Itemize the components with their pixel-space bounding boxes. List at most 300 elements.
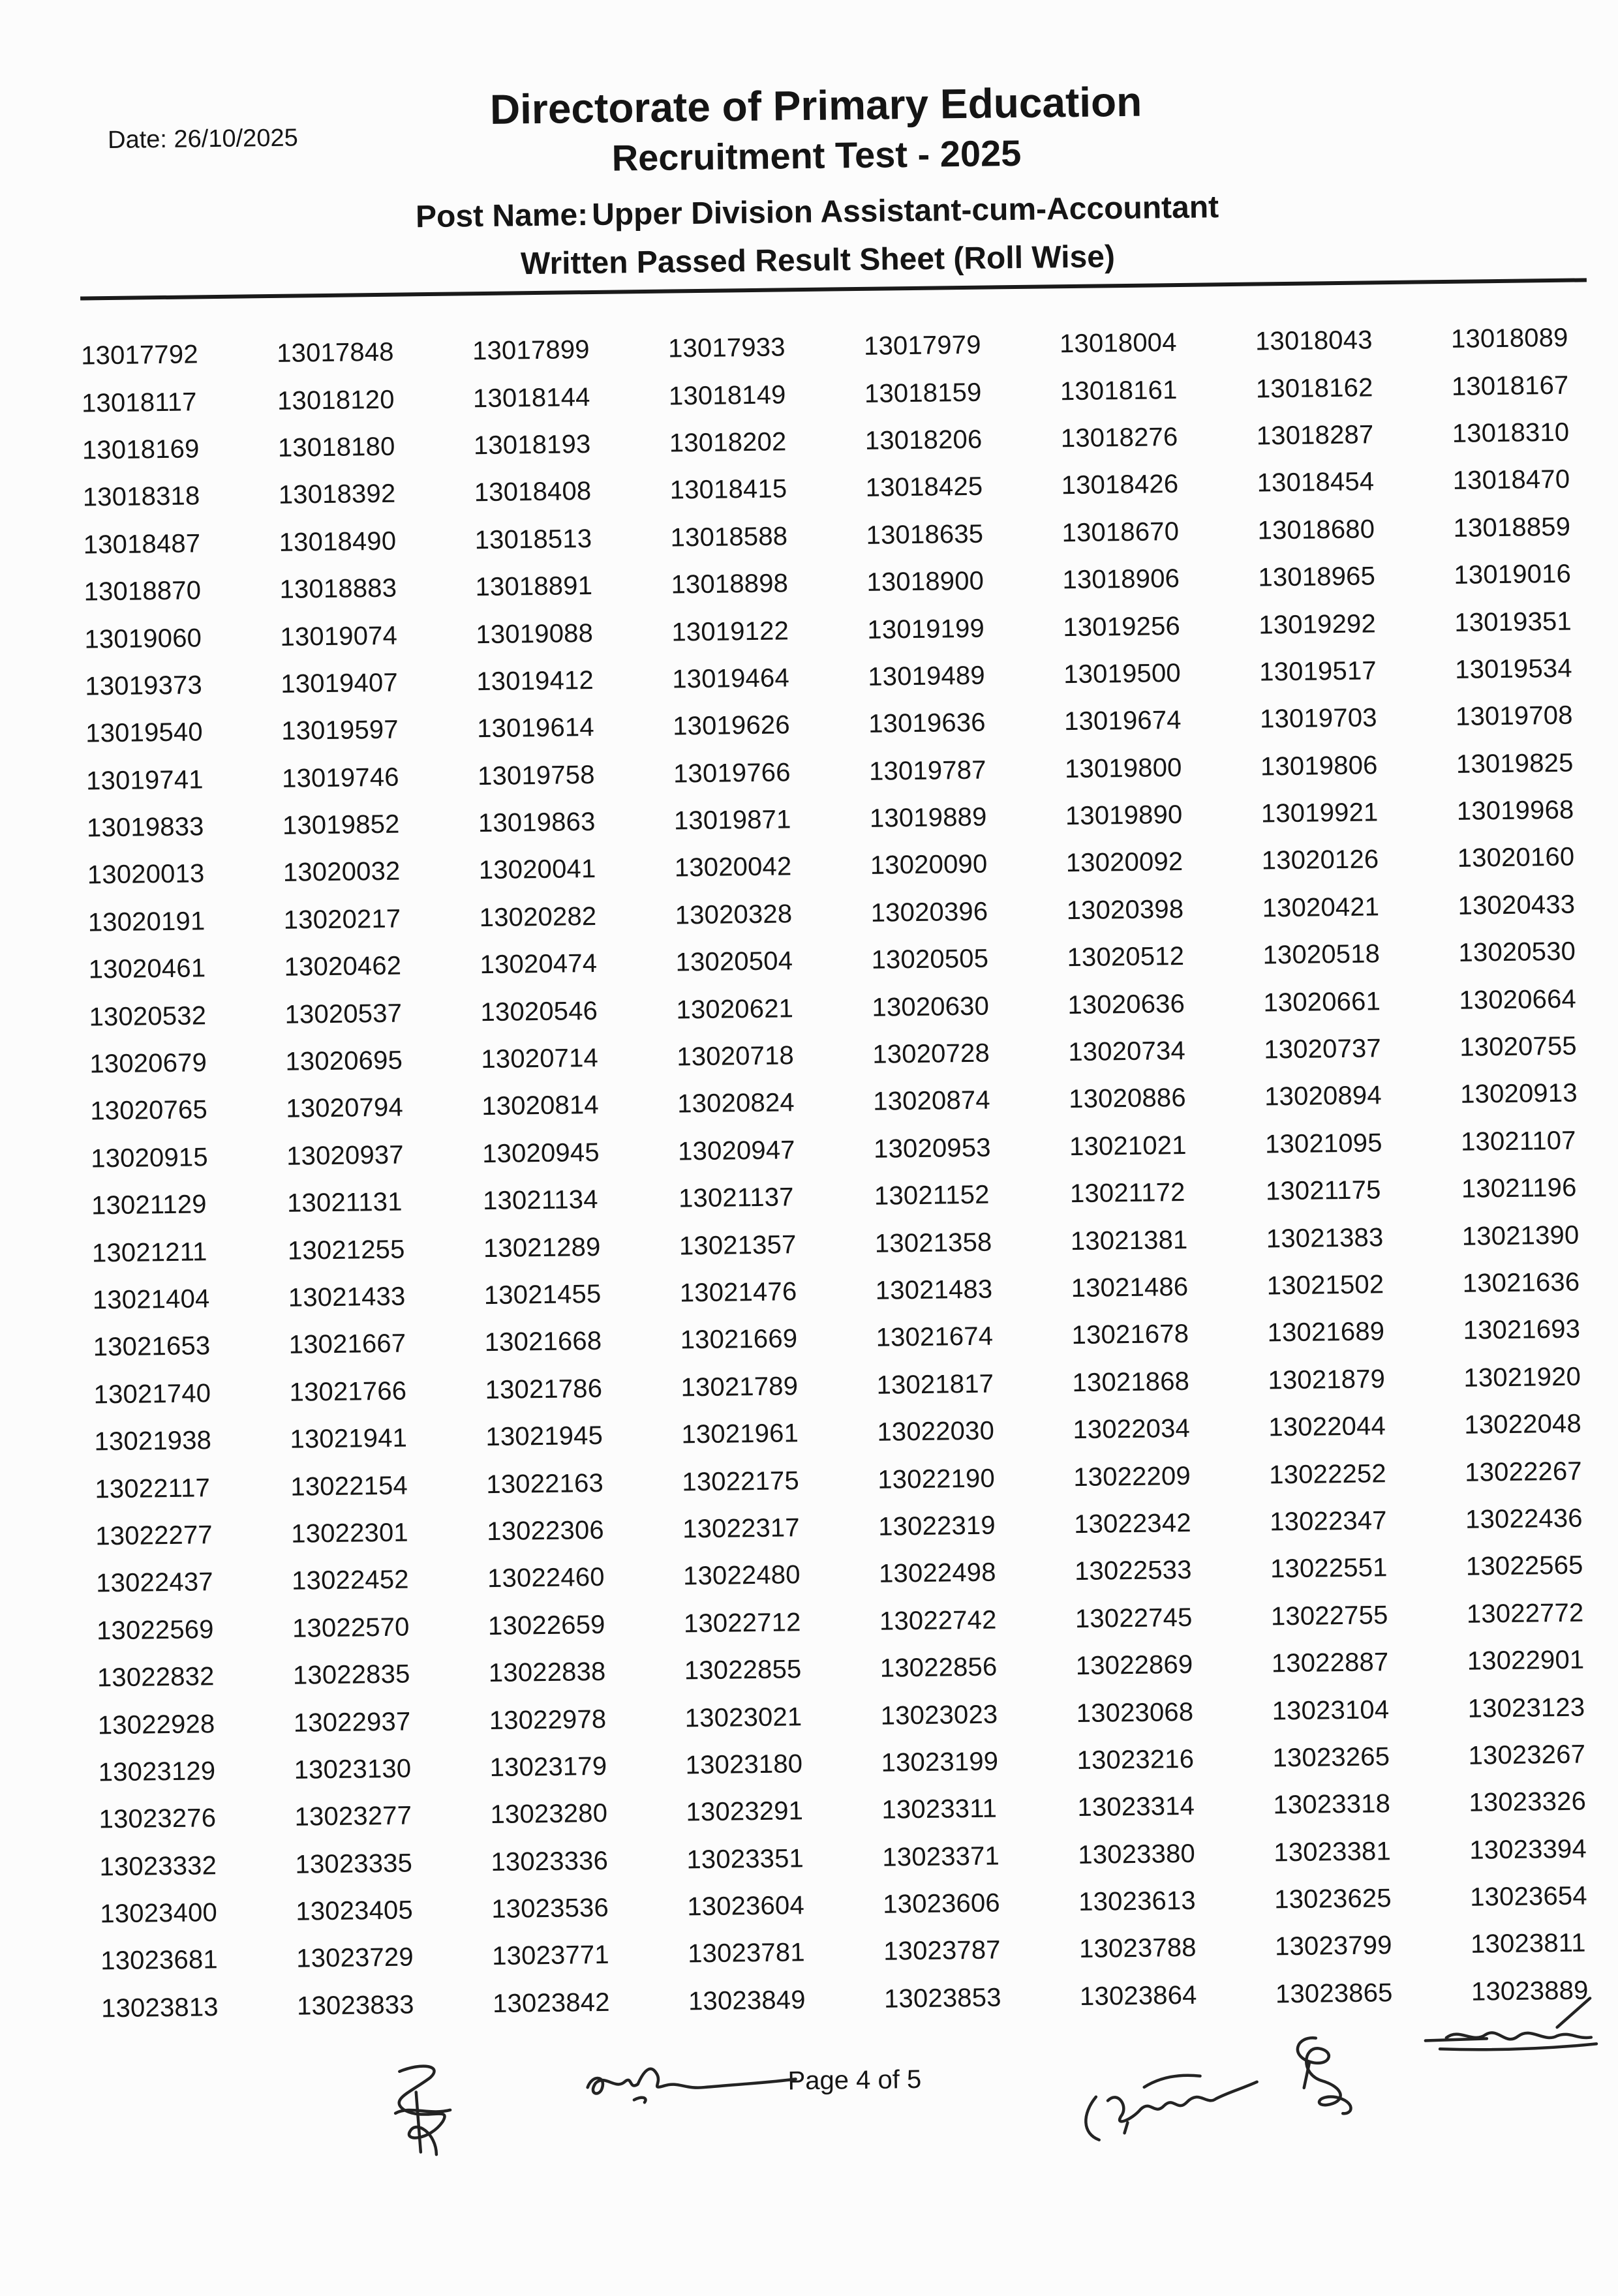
roll-number: 13022855 [684, 1655, 802, 1685]
sheet-title: Written Passed Result Sheet (Roll Wise) [520, 239, 1116, 282]
roll-number: 13023180 [685, 1749, 803, 1780]
roll-number: 13018870 [84, 576, 202, 607]
roll-number: 13019088 [476, 618, 594, 649]
roll-number: 13023787 [883, 1935, 1001, 1967]
roll-number: 13021941 [290, 1423, 408, 1454]
roll-number: 13020041 [478, 854, 596, 885]
roll-number: 13020474 [480, 949, 598, 980]
roll-number: 13020090 [870, 850, 988, 881]
roll-number: 13020160 [1457, 843, 1575, 873]
roll-number: 13023104 [1272, 1695, 1390, 1725]
exam-title: Recruitment Test - 2025 [611, 132, 1022, 179]
roll-number: 13023068 [1076, 1697, 1194, 1728]
roll-number: 13020894 [1264, 1081, 1382, 1111]
roll-number: 13022742 [879, 1605, 997, 1636]
roll-number: 13018487 [83, 529, 201, 560]
roll-number: 13022460 [487, 1563, 605, 1594]
roll-number: 13023853 [883, 1983, 1001, 2014]
roll-number: 13021920 [1463, 1362, 1581, 1393]
roll-number: 13020433 [1458, 890, 1576, 920]
roll-number: 13017979 [863, 330, 981, 361]
roll-number: 13020191 [87, 907, 206, 937]
roll-number: 13019614 [476, 713, 595, 744]
roll-number: 13018149 [668, 380, 786, 411]
roll-number: 13018162 [1255, 372, 1373, 404]
roll-number: 13020630 [872, 991, 990, 1022]
roll-number: 13021668 [484, 1327, 602, 1357]
roll-number: 13019199 [867, 614, 985, 644]
roll-number: 13023400 [100, 1898, 218, 1929]
roll-number: 13019889 [869, 802, 987, 833]
roll-number: 13021095 [1264, 1128, 1382, 1159]
issue-date: Date: 26/10/2025 [107, 124, 298, 155]
roll-number: 13023291 [686, 1796, 804, 1827]
roll-number: 13022856 [879, 1652, 998, 1683]
roll-number: 13022436 [1465, 1503, 1583, 1534]
roll-number: 13020755 [1459, 1031, 1578, 1062]
roll-number: 13021766 [289, 1376, 407, 1407]
roll-number: 13023865 [1275, 1978, 1393, 2009]
roll-number: 13023842 [492, 1987, 610, 2018]
roll-number: 13023405 [296, 1896, 414, 1926]
roll-number: 13022044 [1268, 1412, 1386, 1442]
roll-number: 13020461 [88, 954, 206, 984]
organization-title: Directorate of Primary Education [489, 78, 1142, 133]
roll-number: 13022163 [486, 1468, 604, 1499]
roll-number: 13018287 [1256, 420, 1374, 451]
roll-number: 13023351 [686, 1843, 804, 1875]
roll-number: 13021740 [93, 1379, 211, 1410]
roll-number: 13023813 [100, 1993, 219, 2023]
roll-number: 13018965 [1258, 562, 1376, 592]
roll-number: 13020537 [284, 999, 403, 1029]
roll-number: 13020518 [1262, 939, 1381, 970]
roll-number: 13022154 [290, 1471, 408, 1502]
roll-number: 13018883 [279, 573, 397, 604]
roll-number: 13021689 [1267, 1317, 1385, 1348]
roll-number: 13019708 [1455, 701, 1573, 732]
roll-number: 13023729 [296, 1942, 414, 1974]
roll-number: 13021678 [1071, 1320, 1189, 1350]
roll-number: 13020664 [1459, 984, 1577, 1015]
roll-number: 13018859 [1453, 512, 1571, 543]
roll-number: 13022712 [683, 1607, 801, 1639]
roll-number: 13021938 [94, 1426, 212, 1457]
roll-number: 13019741 [85, 765, 204, 796]
roll-number: 13020695 [285, 1046, 403, 1076]
roll-number: 13022937 [293, 1707, 411, 1738]
roll-number: 13018426 [1061, 470, 1179, 500]
roll-number: 13023332 [99, 1850, 217, 1882]
roll-number: 13022319 [878, 1511, 996, 1541]
roll-number: 13020013 [87, 859, 205, 890]
roll-number: 13019921 [1260, 798, 1379, 828]
signature-4 [1298, 2038, 1351, 2114]
roll-number: 13023267 [1468, 1740, 1586, 1770]
roll-number: 13018089 [1450, 323, 1568, 354]
roll-number: 13019626 [672, 710, 791, 741]
roll-number: 13022030 [877, 1416, 995, 1447]
roll-number: 13022745 [1075, 1603, 1193, 1633]
roll-number: 13018454 [1257, 467, 1375, 498]
roll-number: 13019871 [673, 805, 791, 836]
roll-number: 13023781 [687, 1938, 806, 1969]
roll-number: 13023889 [1471, 1976, 1589, 2006]
roll-number: 13022533 [1074, 1556, 1192, 1586]
roll-number: 13020032 [282, 857, 401, 888]
roll-number: 13022835 [292, 1659, 410, 1690]
roll-number: 13022901 [1467, 1645, 1585, 1676]
roll-number: 13021868 [1072, 1367, 1190, 1397]
roll-number: 13022190 [878, 1464, 996, 1494]
roll-number: 13018490 [279, 526, 397, 557]
roll-number: 13019407 [281, 668, 399, 699]
roll-number: 13021255 [287, 1235, 405, 1265]
roll-number: 13021137 [678, 1183, 794, 1213]
roll-number: 13018635 [866, 519, 984, 550]
roll-number: 13017899 [472, 335, 590, 366]
roll-number: 13022306 [486, 1515, 605, 1547]
roll-number: 13018276 [1060, 422, 1178, 453]
roll-number: 13020814 [481, 1091, 600, 1121]
roll-number: 13020714 [481, 1043, 599, 1074]
roll-number: 13021476 [679, 1277, 797, 1308]
signature-2 [587, 2067, 796, 2103]
roll-number: 13022551 [1270, 1553, 1388, 1584]
roll-number: 13018415 [669, 474, 787, 505]
roll-number: 13020913 [1459, 1079, 1578, 1110]
roll-number: 13021817 [876, 1369, 994, 1400]
roll-number: 13023216 [1076, 1744, 1195, 1775]
roll-number: 13019968 [1456, 795, 1574, 826]
roll-number: 13019674 [1063, 706, 1182, 736]
roll-number: 13022175 [682, 1466, 800, 1496]
roll-number: 13018120 [277, 385, 395, 415]
roll-number: 13021669 [680, 1324, 798, 1355]
roll-number: 13020886 [1068, 1083, 1187, 1114]
roll-number: 13023681 [100, 1945, 219, 1976]
roll-number: 13019703 [1259, 703, 1377, 734]
roll-number: 13020945 [481, 1138, 600, 1168]
roll-number: 13018004 [1059, 328, 1177, 359]
roll-number: 13019540 [85, 718, 204, 748]
roll-number: 13020462 [284, 951, 402, 982]
roll-number: 13021152 [874, 1180, 990, 1211]
signature-5 [1425, 1998, 1596, 2050]
roll-number: 13018144 [472, 382, 590, 413]
roll-number: 13018513 [474, 524, 592, 554]
roll-number: 13023394 [1469, 1834, 1587, 1865]
roll-number: 13019534 [1454, 654, 1573, 684]
roll-number: 13023021 [684, 1702, 802, 1732]
roll-number: 13017792 [80, 340, 199, 370]
roll-number: 13021789 [680, 1372, 799, 1402]
roll-number: 13022565 [1465, 1550, 1583, 1582]
roll-number: 13018169 [82, 434, 200, 465]
roll-number: 13021358 [874, 1228, 992, 1258]
roll-number-table [81, 314, 1602, 2032]
roll-number: 13023625 [1274, 1884, 1392, 1914]
roll-number: 13023849 [688, 1986, 806, 2016]
roll-number: 13020937 [286, 1140, 404, 1171]
roll-number: 13018392 [278, 479, 396, 510]
roll-number: 13018159 [864, 378, 982, 408]
roll-number: 13021021 [1069, 1130, 1187, 1161]
roll-number: 13023276 [99, 1804, 217, 1834]
roll-number: 13022437 [95, 1567, 214, 1598]
roll-number: 13019074 [280, 621, 398, 652]
roll-number: 13020621 [676, 993, 794, 1025]
roll-number: 13022267 [1464, 1457, 1583, 1487]
roll-number: 13018670 [1061, 517, 1180, 547]
roll-number: 13020398 [1066, 894, 1184, 926]
roll-number: 13019500 [1063, 658, 1182, 689]
roll-number: 13020530 [1458, 937, 1576, 968]
roll-number: 13021175 [1265, 1175, 1381, 1206]
signature-3 [1085, 2074, 1257, 2140]
roll-number: 13023864 [1079, 1980, 1197, 2011]
roll-number: 13022342 [1073, 1508, 1192, 1539]
roll-number: 13021129 [91, 1190, 207, 1220]
roll-number: 13019464 [672, 663, 790, 694]
roll-number: 13023023 [880, 1700, 998, 1730]
roll-number: 13018588 [670, 522, 788, 552]
roll-number: 13018425 [865, 472, 983, 503]
roll-number: 13022838 [488, 1657, 606, 1688]
roll-number: 13021945 [485, 1421, 603, 1452]
roll-number: 13020915 [90, 1143, 209, 1173]
roll-number: 13023833 [296, 1990, 414, 2021]
roll-number: 13021289 [483, 1232, 601, 1263]
roll-number: 13022048 [1464, 1409, 1582, 1440]
roll-number: 13023604 [687, 1891, 805, 1922]
roll-number: 13021134 [482, 1185, 598, 1216]
roll-number: 13023799 [1274, 1931, 1392, 1961]
roll-number: 13022480 [682, 1560, 801, 1591]
roll-number: 13019800 [1064, 753, 1182, 783]
roll-number: 13020421 [1262, 892, 1380, 923]
roll-number: 13018117 [81, 387, 197, 418]
roll-number: 13023613 [1078, 1886, 1197, 1917]
roll-number: 13023179 [489, 1751, 607, 1782]
roll-number: 13020824 [677, 1088, 795, 1119]
roll-number: 13023336 [491, 1846, 609, 1877]
roll-number: 13020661 [1263, 986, 1381, 1018]
roll-number: 13023536 [491, 1893, 609, 1924]
roll-number: 13019806 [1260, 751, 1378, 781]
roll-number: 13022498 [878, 1558, 996, 1589]
roll-number: 13020794 [286, 1093, 404, 1124]
roll-number: 13020765 [90, 1095, 208, 1126]
roll-number: 13022252 [1269, 1458, 1387, 1489]
roll-number: 13021483 [875, 1275, 993, 1305]
roll-number: 13019597 [281, 715, 399, 746]
roll-number: 13023280 [490, 1799, 608, 1830]
roll-number: 13019825 [1456, 748, 1574, 779]
roll-number: 13017933 [667, 333, 786, 363]
roll-number: 13021107 [1460, 1126, 1576, 1156]
roll-number: 13019373 [85, 671, 203, 701]
roll-number: 13019852 [282, 809, 400, 840]
roll-number: 13018318 [82, 481, 200, 512]
roll-number: 13018891 [475, 571, 593, 602]
roll-number: 13023335 [295, 1849, 413, 1879]
roll-number: 13021211 [91, 1237, 207, 1268]
roll-number: 13020126 [1261, 845, 1379, 875]
roll-number: 13020636 [1067, 989, 1185, 1020]
roll-number: 13023130 [294, 1754, 412, 1785]
roll-number: 13021196 [1461, 1173, 1577, 1204]
roll-number: 13023314 [1077, 1792, 1195, 1822]
roll-number: 13019292 [1259, 609, 1377, 640]
roll-number: 13019758 [477, 760, 595, 791]
roll-number: 13022317 [682, 1513, 801, 1544]
roll-number: 13023123 [1467, 1693, 1585, 1723]
roll-number: 13022277 [95, 1520, 213, 1551]
roll-number: 13020512 [1067, 942, 1185, 973]
roll-number: 13021786 [485, 1374, 603, 1404]
roll-number: 13022772 [1466, 1598, 1584, 1629]
roll-number: 13023606 [883, 1888, 1001, 1919]
roll-number: 13020728 [872, 1038, 990, 1069]
roll-number: 13020874 [872, 1086, 991, 1117]
roll-number: 13020328 [675, 899, 793, 930]
roll-number: 13019863 [478, 808, 596, 838]
roll-number: 13021433 [288, 1282, 406, 1312]
post-name: Upper Division Assistant-cum-Accountant [591, 190, 1219, 232]
roll-number: 13019060 [84, 623, 202, 654]
roll-number: 13020546 [480, 996, 598, 1027]
roll-number: 13021131 [286, 1187, 403, 1218]
roll-number: 13021455 [483, 1279, 602, 1310]
roll-number: 13019787 [868, 755, 986, 786]
roll-number: 13019766 [673, 758, 791, 789]
roll-number: 13023265 [1272, 1742, 1390, 1773]
roll-number: 13023381 [1274, 1836, 1392, 1867]
roll-number: 13018161 [1060, 375, 1178, 406]
roll-number: 13021390 [1461, 1220, 1580, 1251]
post-name-label: Post Name: [415, 198, 588, 235]
roll-number: 13020679 [89, 1048, 207, 1079]
roll-number: 13022569 [96, 1614, 214, 1646]
roll-number: 13022452 [291, 1565, 409, 1596]
roll-number: 13018193 [473, 429, 591, 461]
roll-number: 13023788 [1078, 1933, 1197, 1964]
roll-number: 13021381 [1070, 1225, 1188, 1256]
roll-number: 13020718 [677, 1041, 795, 1072]
roll-number: 13022117 [95, 1473, 211, 1503]
roll-number: 13023199 [881, 1747, 999, 1777]
roll-number: 13018408 [474, 477, 592, 507]
roll-number: 13021636 [1462, 1267, 1580, 1298]
signatures [337, 1986, 1617, 2171]
roll-number: 13018206 [864, 425, 983, 455]
roll-number: 13021383 [1266, 1222, 1384, 1254]
roll-number: 13023277 [294, 1801, 412, 1832]
roll-number: 13022832 [97, 1662, 215, 1693]
roll-number: 13018898 [671, 569, 789, 599]
roll-number: 13022755 [1270, 1600, 1388, 1631]
roll-number: 13023371 [882, 1841, 1000, 1872]
roll-number: 13022209 [1073, 1461, 1191, 1492]
roll-number: 13018906 [1062, 564, 1180, 595]
roll-number: 13023318 [1273, 1789, 1391, 1820]
roll-number: 13022034 [1073, 1414, 1191, 1445]
roll-number: 13019489 [868, 661, 986, 691]
roll-number: 13020734 [1068, 1036, 1186, 1067]
roll-number: 13019016 [1454, 559, 1572, 590]
roll-number: 13019517 [1259, 656, 1377, 687]
roll-number: 13020396 [870, 897, 988, 928]
roll-number: 13022978 [489, 1704, 607, 1735]
roll-number: 13023811 [1470, 1929, 1586, 1959]
roll-number: 13018202 [669, 427, 787, 458]
roll-number: 13022570 [292, 1612, 410, 1643]
roll-number: 13019256 [1063, 611, 1181, 642]
roll-number: 13020737 [1264, 1034, 1382, 1065]
roll-number: 13021667 [288, 1329, 406, 1360]
roll-number: 13018043 [1255, 325, 1373, 356]
roll-number: 13022301 [290, 1518, 409, 1548]
roll-number: 13018310 [1452, 417, 1570, 448]
roll-number: 13019351 [1454, 607, 1572, 637]
roll-number: 13021961 [681, 1419, 799, 1449]
roll-number: 13022869 [1075, 1650, 1193, 1681]
roll-number: 13021653 [93, 1331, 211, 1362]
roll-number: 13022659 [487, 1610, 605, 1640]
roll-number: 13020042 [674, 852, 792, 883]
roll-number: 13023311 [881, 1794, 998, 1825]
roll-number: 13021502 [1266, 1270, 1384, 1301]
roll-number: 13018167 [1451, 370, 1569, 401]
roll-number: 13019890 [1065, 800, 1183, 831]
roll-number: 13023326 [1469, 1787, 1587, 1818]
roll-number: 13021172 [1069, 1178, 1185, 1209]
roll-number: 13020217 [283, 904, 401, 935]
roll-number: 13020953 [873, 1133, 991, 1164]
roll-number: 13023654 [1469, 1881, 1588, 1912]
roll-number: 13020282 [479, 901, 597, 933]
roll-number: 13020947 [677, 1136, 795, 1166]
roll-number: 13018680 [1257, 515, 1375, 545]
roll-number: 13021357 [679, 1230, 797, 1261]
roll-number: 13023129 [98, 1757, 216, 1787]
roll-number: 13022928 [97, 1709, 215, 1740]
roll-number: 13019412 [476, 665, 594, 697]
roll-number: 13020092 [1065, 847, 1183, 878]
roll-number: 13021879 [1268, 1365, 1386, 1395]
roll-number: 13019636 [868, 708, 986, 739]
roll-number: 13021404 [92, 1284, 210, 1315]
roll-number: 13021486 [1071, 1272, 1189, 1303]
roll-number: 13019746 [281, 763, 399, 793]
page-number: Page 4 of 5 [787, 2065, 922, 2096]
roll-number: 13020504 [675, 946, 793, 977]
roll-number: 13020532 [89, 1001, 207, 1032]
signature-1 [395, 2066, 451, 2155]
roll-number: 13020505 [871, 944, 989, 975]
roll-number: 13018900 [866, 566, 985, 597]
roll-number: 13022887 [1271, 1648, 1389, 1678]
roll-number: 13018470 [1452, 465, 1570, 496]
roll-number: 13023380 [1078, 1839, 1196, 1869]
roll-number: 13019122 [671, 616, 789, 647]
roll-number: 13022347 [1269, 1506, 1387, 1537]
post-name-line [184, 188, 1450, 237]
roll-number: 13018180 [277, 432, 395, 462]
roll-number: 13021693 [1463, 1314, 1581, 1346]
roll-number: 13023771 [491, 1941, 610, 1971]
